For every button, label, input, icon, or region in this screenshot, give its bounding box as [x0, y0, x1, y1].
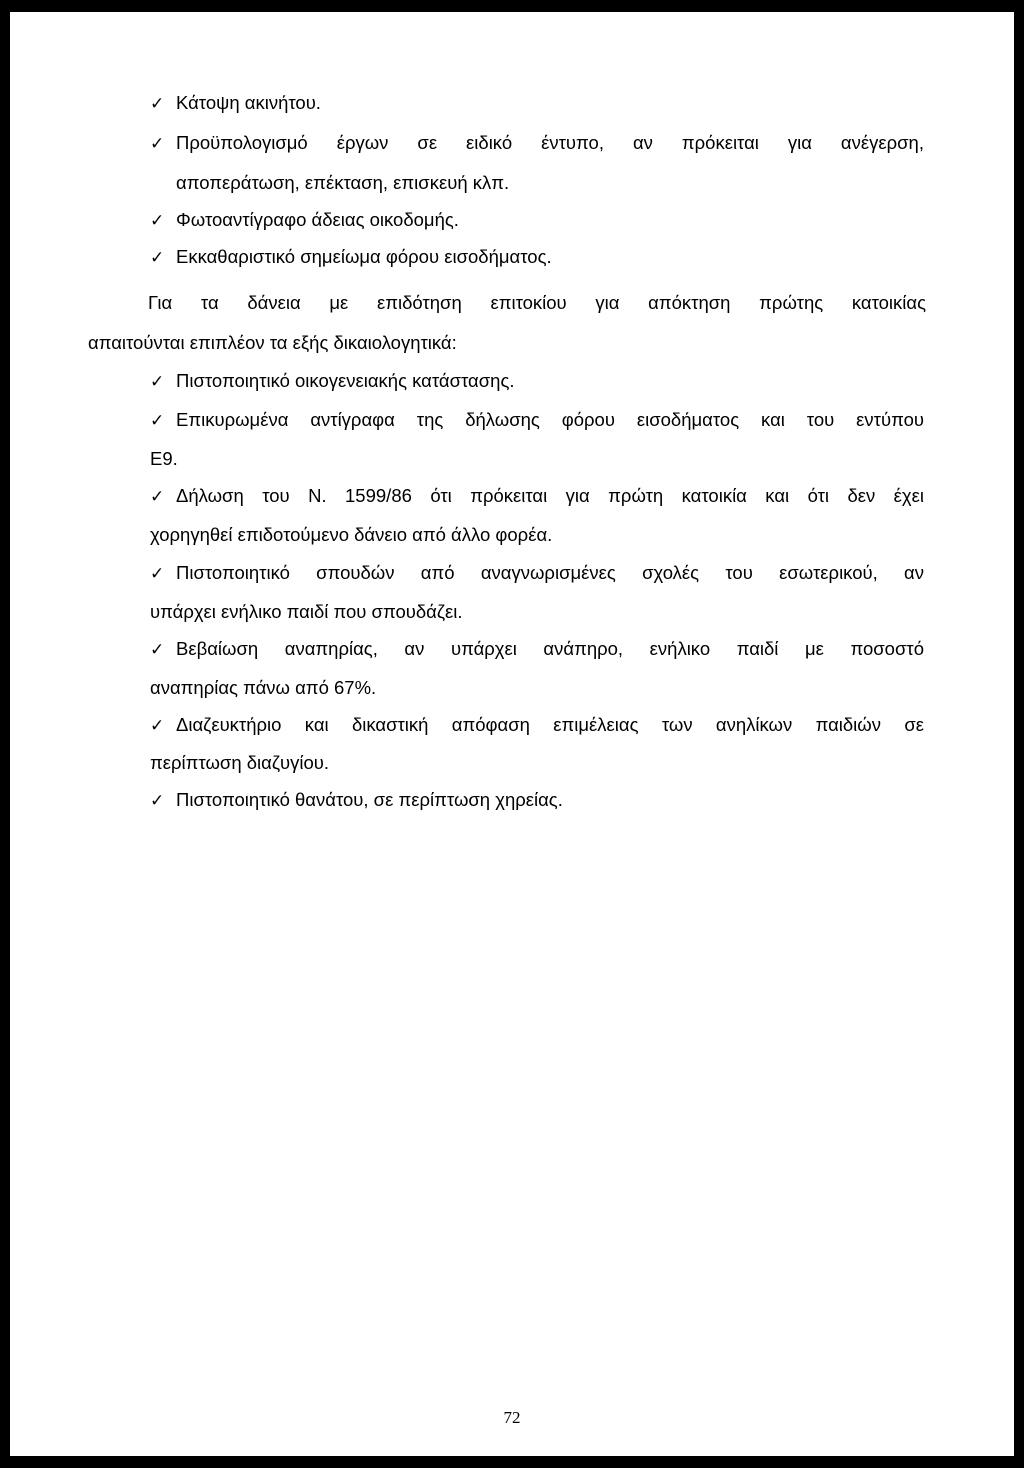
list-item-continuation: Ε9.	[150, 448, 178, 469]
list-item	[150, 638, 926, 660]
check-icon: ✓	[150, 248, 165, 267]
check-icon: ✓	[150, 134, 165, 153]
check-icon: ✓	[150, 791, 165, 810]
check-icon: ✓	[150, 564, 165, 583]
list-item-text: Κάτοψη ακινήτου.	[176, 92, 321, 113]
list-item	[150, 370, 515, 392]
document-page	[10, 12, 1014, 1456]
list-item	[150, 409, 926, 431]
list-item-text: Πιστοποιητικό θανάτου, σε περίπτωση χηρείας.	[176, 789, 563, 810]
check-icon: ✓	[150, 716, 165, 735]
list-item-text: Βεβαίωση αναπηρίας, αν υπάρχει ανάπηρο, ενήλικο παιδί με ποσοστό	[176, 638, 924, 659]
list-item-text: Πιστοποιητικό οικογενειακής κατάστασης.	[176, 370, 515, 391]
check-icon: ✓	[150, 487, 165, 506]
list-item-continuation: υπάρχει ενήλικο παιδί που σπουδάζει.	[150, 601, 463, 622]
list-item-text: Φωτοαντίγραφο άδειας οικοδομής.	[176, 209, 459, 230]
list-item	[150, 562, 926, 584]
list-item-text: Πιστοποιητικό σπουδών από αναγνωρισμένες σχολές του εσωτερικού, αν	[176, 562, 924, 583]
paragraph-text: Για τα δάνεια με επιδότηση επιτοκίου για απόκτηση πρώτης κατοικίας	[148, 292, 926, 313]
paragraph-line	[148, 292, 926, 314]
check-icon: ✓	[150, 411, 165, 430]
check-icon: ✓	[150, 211, 165, 230]
paragraph-line: απαιτούνται επιπλέον τα εξής δικαιολογητικά:	[88, 332, 457, 353]
list-item	[150, 789, 563, 811]
check-icon: ✓	[150, 372, 165, 391]
list-item	[150, 246, 552, 268]
list-item-text: Δήλωση του Ν. 1599/86 ότι πρόκειται για πρώτη κατοικία και ότι δεν έχει	[176, 485, 924, 506]
list-item-text: Επικυρωμένα αντίγραφα της δήλωσης φόρου εισοδήματος και του εντύπου	[176, 409, 924, 430]
list-item	[150, 485, 926, 507]
check-icon: ✓	[150, 94, 165, 113]
list-item-text: Διαζευκτήριο και δικαστική απόφαση επιμέλειας των ανηλίκων παιδιών σε	[176, 714, 924, 735]
check-icon: ✓	[150, 640, 165, 659]
list-item-continuation: περίπτωση διαζυγίου.	[150, 752, 330, 773]
list-item	[150, 132, 926, 154]
page-number: 72	[503, 1408, 521, 1427]
list-item	[150, 209, 459, 231]
list-item	[150, 92, 321, 114]
list-item-continuation: αποπεράτωση, επέκταση, επισκευή κλπ.	[176, 172, 510, 193]
list-item-text: Εκκαθαριστικό σημείωμα φόρου εισοδήματος.	[176, 246, 552, 267]
list-item-continuation: χορηγηθεί επιδοτούμενο δάνειο από άλλο φορέα.	[150, 524, 553, 545]
list-item-continuation: αναπηρίας πάνω από 67%.	[150, 677, 377, 698]
list-item	[150, 714, 926, 736]
list-item-text: Προϋπολογισμό έργων σε ειδικό έντυπο, αν πρόκειται για ανέγερση,	[176, 132, 924, 153]
